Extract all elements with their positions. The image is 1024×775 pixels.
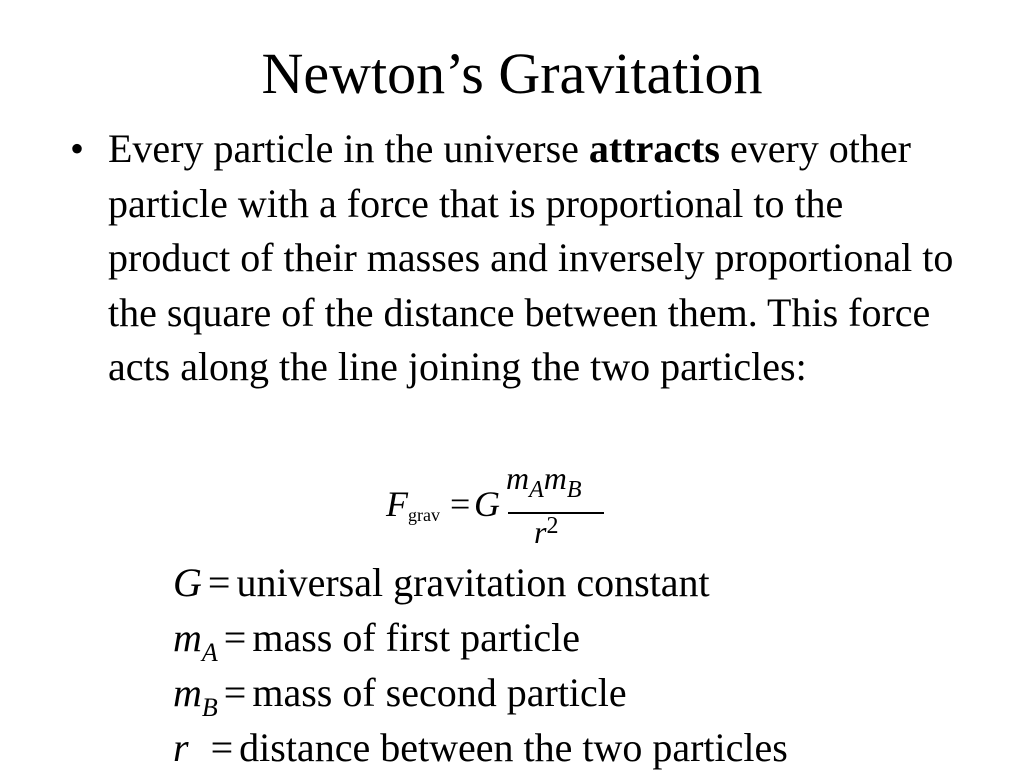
- slide-title: Newton’s Gravitation: [261, 41, 763, 106]
- definition-symbol-subscript: B: [201, 693, 218, 722]
- formula-mass-b: m: [543, 460, 567, 496]
- formula-constant: G: [474, 484, 500, 524]
- definition-row: [173, 720, 993, 775]
- definition-symbol: [173, 725, 189, 770]
- definition-row: [173, 610, 993, 665]
- definition-text: universal gravitation constant: [236, 560, 710, 605]
- formula-lhs: F: [386, 484, 408, 524]
- formula-equals: =: [450, 484, 471, 524]
- formula-mass-b-subscript: B: [566, 477, 582, 503]
- formula-distance: r: [534, 514, 547, 550]
- definition-symbol-letter: r: [173, 725, 189, 770]
- bullet-marker: •: [70, 126, 85, 171]
- definition-text: distance between the two particles: [239, 725, 788, 770]
- formula-numerator: [506, 460, 582, 503]
- bullet-text-start: Every particle in the universe: [108, 126, 589, 171]
- definition-equals: =: [223, 670, 247, 715]
- definition-text: mass of second particle: [252, 670, 627, 715]
- bullet-text-bold: attracts: [588, 126, 720, 171]
- formula-lhs-subscript: grav: [408, 505, 440, 525]
- definition-symbol-letter: m: [173, 670, 202, 715]
- formula-exponent: 2: [546, 513, 559, 539]
- bullet-text-end: every other particle with a force that is proportional to the product of their masses and inversely proportional to the square of the distance between them. This force acts along the line joining the two particles:: [108, 126, 954, 389]
- definitions-list: [173, 555, 993, 775]
- formula-mass-a-subscript: A: [529, 477, 544, 503]
- definition-symbol: [173, 615, 218, 667]
- definition-equals: =: [210, 725, 234, 770]
- definition-row: [173, 555, 993, 610]
- definition-symbol: [173, 560, 202, 605]
- formula-mass-a: m: [506, 460, 530, 496]
- definition-row: [173, 665, 993, 720]
- definition-symbol: [173, 670, 218, 722]
- definition-equals: =: [223, 615, 247, 660]
- formula-denominator: [534, 512, 558, 552]
- definition-symbol-letter: G: [173, 560, 202, 605]
- gravitation-formula: [386, 460, 626, 560]
- definition-symbol-letter: m: [173, 615, 202, 660]
- bullet-text: [108, 122, 970, 395]
- definition-equals: =: [207, 560, 231, 605]
- definition-text: mass of first particle: [252, 615, 581, 660]
- definition-symbol-subscript: A: [201, 638, 218, 667]
